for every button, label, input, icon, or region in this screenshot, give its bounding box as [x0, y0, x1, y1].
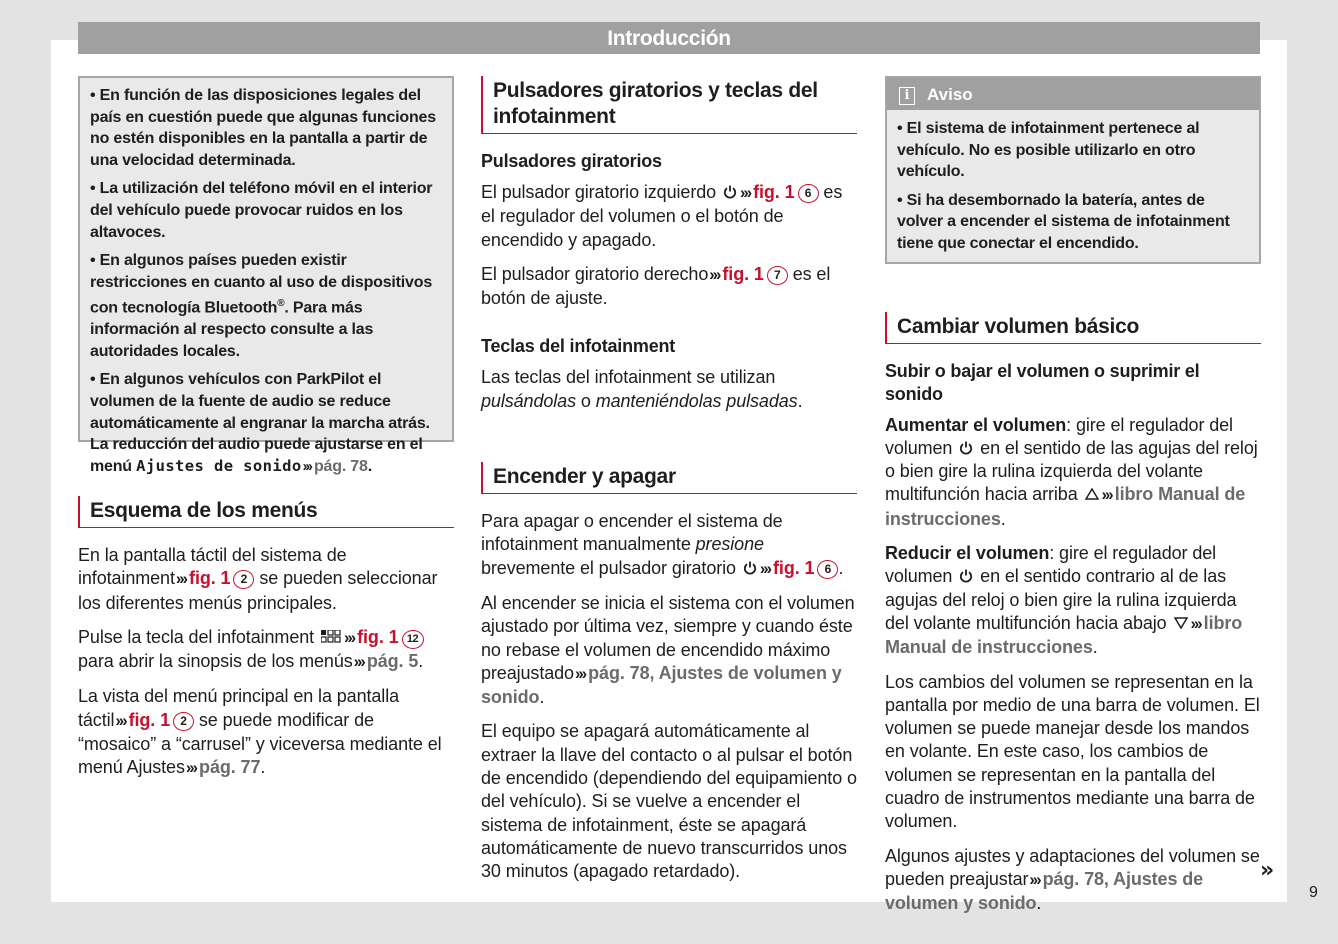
paragraph: El pulsador giratorio izquierdo ››› fig. 1 6 es el regulador del volumen o el botón de encendido y apagado. [481, 182, 843, 250]
ref-arrows-icon: ››› [353, 653, 364, 672]
page-ref-link[interactable]: pág. 78, Ajustes de volumen y sonido [481, 662, 842, 708]
section-title-volumen: Cambiar volumen básico [885, 312, 1261, 344]
aviso-header: i Aviso [887, 78, 1259, 110]
section-title-pulsadores: Pulsadores giratorios y teclas del infotainment [481, 76, 857, 134]
note-bullet: • En algunos países pueden existir restricciones en cuanto al uso de dispositivos con tecnología Bluetooth®. Para más información al respecto consulte a las autoridades locales. [90, 252, 433, 360]
ref-arrows-icon: ››› [709, 265, 720, 284]
figure-ref-link[interactable]: fig. 1 [773, 557, 815, 578]
ref-arrows-icon: ››› [343, 628, 355, 647]
ref-arrows-icon: ››› [739, 184, 751, 202]
ref-arrows-icon: ››› [185, 759, 197, 778]
callout-number: 7 [767, 266, 788, 285]
sub-heading: Pulsadores giratorios [481, 151, 662, 171]
figure-ref-link[interactable]: fig. 1 [128, 709, 170, 730]
note-bullet: • En algunos vehículos con ParkPilot el volumen de la fuente de audio se reduce automáticamente al engranar la marcha atrás. La reducción del audio puede ajustarse en el menú Ajustes de sonido››› pág. 78. [90, 371, 430, 475]
sub-heading: Teclas del infotainment [481, 336, 676, 357]
figure-ref-link[interactable]: fig. 1 [722, 263, 764, 284]
sub-heading: Subir o bajar el volumen o suprimir el sonido [885, 360, 1200, 404]
callout-number: 6 [817, 560, 838, 579]
paragraph: Los cambios del volumen se representan en la pantalla por medio de una barra de volumen. El volumen se puede manejar desde los mandos en volante. En este caso, los cambios de volumen se representan en la pantalla del cuadro de instrumentos mediante una barra de volumen. [885, 671, 1260, 832]
paragraph: Reducir el volumen: gire el regulador del volumen en el sentido contrario al de las agujas del reloj o bien gire la rulina izquierda del volante multifunción hacia abajo ››› libro Manual de instrucciones. [885, 543, 1243, 658]
power-icon [959, 441, 973, 455]
ref-arrows-icon: ››› [759, 559, 771, 578]
paragraph: Para apagar o encender el sistema de infotainment manualmente presione brevemente el pulsador giratorio ››› fig. 1 6 . [481, 511, 844, 578]
note-bullet: • En función de las disposiciones legales del país en cuestión puede que algunas funciones no estén disponibles en la pantalla a partir de una velocidad determinada. [90, 87, 436, 169]
middle-column [481, 76, 857, 895]
power-icon [723, 185, 737, 199]
ref-arrows-icon: ››› [1190, 614, 1201, 633]
note-bullet: • La utilización del teléfono móvil en el interior del vehículo puede provocar ruidos en los altavoces. [90, 180, 433, 241]
paragraph: En la pantalla táctil del sistema de infotainment››› fig. 1 2 se pueden seleccionar los diferentes menús principales. [78, 545, 438, 613]
paragraph: La vista del menú principal en la pantalla táctil››› fig. 1 2 se puede modificar de “mosaico” a “carrusel” y viceversa mediante el menú Ajustes››› pág. 77. [78, 686, 442, 778]
aviso-box [885, 76, 1261, 264]
paragraph: El equipo se apagará automáticamente al extraer la llave del contacto o al pulsar el botón de encendido (dependiendo del equipamiento o del vehículo). Si se vuelve a encender el sistema de infotainment, éste se apagará automáticamente de nuevo transcurridos unos 30 minutos (apagado retardado). [481, 721, 857, 882]
right-column [885, 76, 1261, 927]
figure-ref-link[interactable]: fig. 1 [753, 182, 795, 202]
section-title-encender: Encender y apagar [481, 462, 857, 494]
note-box [78, 76, 454, 475]
ref-arrows-icon: ››› [1101, 486, 1112, 505]
callout-number: 12 [402, 630, 424, 649]
manual-ref-link[interactable]: libro Manual de instrucciones [885, 484, 1246, 529]
callout-number: 2 [233, 570, 254, 589]
aviso-bullet: • El sistema de infotainment pertenece al vehículo. No es posible utilizarlo en otro vehículo. [897, 120, 1200, 181]
continue-arrow-icon: » [1260, 858, 1275, 883]
manual-ref-link[interactable]: libro Manual de instrucciones [885, 612, 1243, 658]
ref-arrows-icon: ››› [1029, 870, 1040, 889]
paragraph: Algunos ajustes y adaptaciones del volumen se pueden preajustar››› pág. 78, Ajustes de volumen y sonido. [885, 845, 1260, 914]
menu-grid-icon [321, 630, 341, 643]
page-ref-link[interactable]: pág. 78 [313, 457, 368, 475]
aviso-body [887, 110, 1259, 262]
ref-arrows-icon: ››› [574, 664, 586, 683]
callout-number: 6 [798, 184, 819, 203]
ref-arrows-icon: ››› [302, 458, 311, 475]
figure-ref-link[interactable]: fig. 1 [357, 626, 399, 647]
paragraph: Aumentar el volumen: gire el regulador del volumen en el sentido de las agujas del reloj o bien gire la rulina izquierda del volante multifunción hacia arriba ››› libro Manual de instrucciones. [885, 414, 1258, 529]
page-ref-link[interactable]: pág. 5 [366, 651, 419, 672]
info-icon: i [899, 87, 915, 105]
chapter-header: Introducción [78, 22, 1260, 54]
callout-number: 2 [173, 712, 194, 731]
paragraph: Las teclas del infotainment se utilizan pulsándolas o manteniéndolas pulsadas. [481, 367, 803, 411]
page-ref-link[interactable]: pág. 77 [199, 757, 261, 778]
ref-arrows-icon: ››› [115, 711, 126, 730]
page-number: 9 [1309, 884, 1318, 901]
section-title-esquema: Esquema de los menús [78, 496, 454, 528]
paragraph: Al encender se inicia el sistema con el volumen ajustado por última vez, siempre y cuando éste no rebase el volumen de encendido máximo preajustado››› pág. 78, Ajustes de volumen y sonido. [481, 592, 855, 708]
triangle-down-icon [1174, 617, 1188, 629]
page-ref-link[interactable]: pág. 78, Ajustes de volumen y sonido [885, 868, 1204, 914]
paragraph: El pulsador giratorio derecho››› fig. 1 7 es el botón de ajuste. [481, 263, 831, 309]
left-column [78, 76, 454, 792]
menu-name: Ajustes de sonido [136, 456, 302, 475]
power-icon [743, 561, 757, 575]
aviso-bullet: • Si ha desembornado la batería, antes de volver a encender el sistema de infotainment tiene que conectar el encendido. [897, 191, 1230, 252]
figure-ref-link[interactable]: fig. 1 [189, 568, 231, 589]
power-icon [959, 569, 973, 583]
paragraph: Pulse la tecla del infotainment ››› fig. 1 12 para abrir la sinopsis de los menús››› pág. 5. [78, 626, 424, 672]
ref-arrows-icon: ››› [175, 570, 187, 589]
triangle-up-icon [1085, 488, 1099, 500]
